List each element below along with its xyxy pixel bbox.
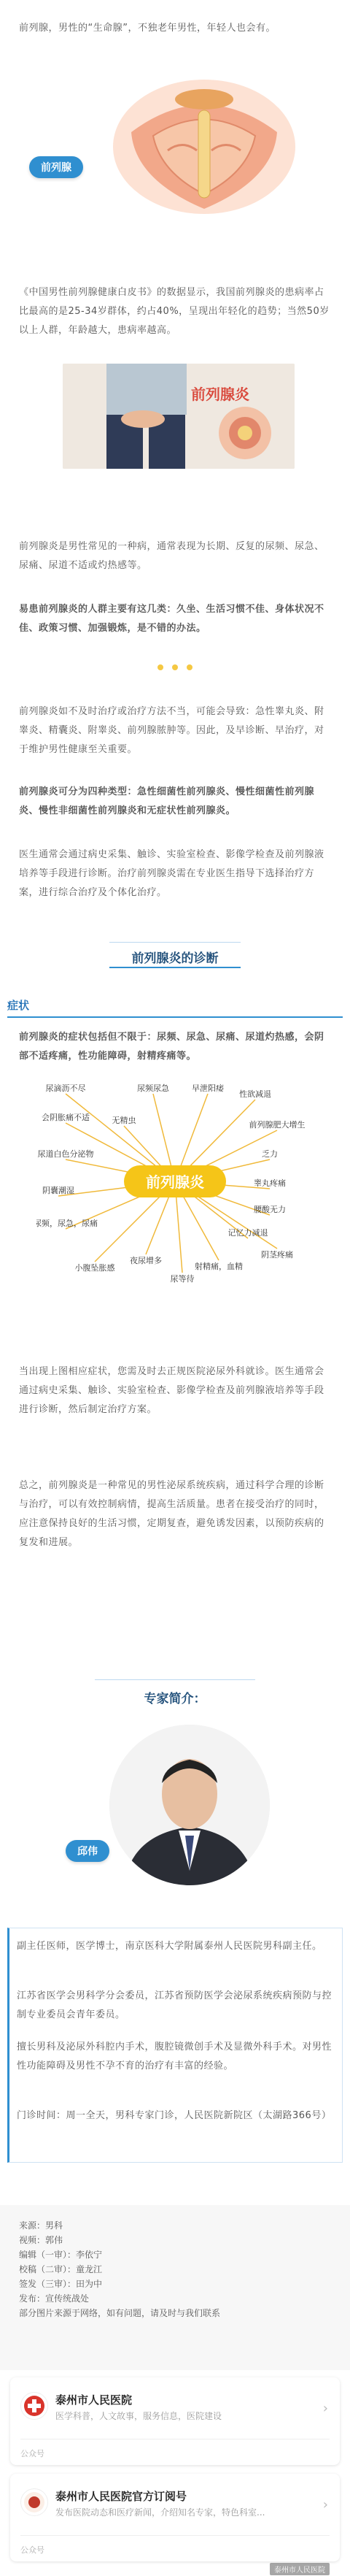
diagram-item: 小腹坠胀感	[74, 1263, 115, 1273]
section-title-top-line	[109, 942, 241, 943]
prostatitis-photo	[63, 364, 295, 469]
diagram-item: 乏力	[262, 1149, 278, 1159]
doctor-bio-title: 副主任医师，医学博士，南京医科大学附属泰州人民医院男科副主任。	[17, 1941, 322, 1952]
chevron-right-icon: ›	[322, 2497, 328, 2512]
risk-groups-text: 易患前列腺炎的人群主要有这几类：久坐、生活习惯不佳、身体状况不佳、政策习惯、加强锻炼，是不错的办法。	[19, 604, 324, 634]
man-holding-groin-image	[63, 364, 295, 469]
diagram-item: 尿频，尿急，尿痛	[36, 1219, 98, 1228]
diagram-item: 尿滴沥不尽	[45, 1084, 86, 1093]
diagram-item: 会阴胀痛不适	[42, 1113, 90, 1122]
subscription-logo-icon	[20, 2488, 48, 2516]
account-card-title: 泰州市人民医院	[55, 2393, 133, 2407]
diagram-item: 阴茎疼痛	[261, 1250, 293, 1260]
diagram-item: 睾丸疼痛	[254, 1178, 286, 1188]
diagram-item: 无精虫	[112, 1116, 136, 1125]
prostate-label: 前列腺	[29, 156, 83, 178]
account-type-label: 公众号	[20, 2449, 44, 2458]
credit-disclaimer: 部分图片来源于网络，如有问题，请及时与我们联系	[19, 2308, 221, 2318]
doctor-bio-committee: 江苏省医学会男科学分会委员，江苏省预防医学会泌尿系统疾病预防与控制专业委员会青年委员。	[17, 1990, 332, 2020]
diagnosis-text: 医生通常会通过病史采集、触诊、实验室检查、影像学检查及前列腺液培养等手段进行诊断。治疗前列腺炎需在专业医生指导下选择治疗方案，进行综合治疗及个体化治疗。	[19, 849, 324, 898]
diagram-item: 阴囊潮湿	[42, 1186, 74, 1195]
doctor-clinic-hours: 门诊时间：周一全天，男科专家门诊，人民医院新院区（太湖路366号）	[17, 2110, 332, 2121]
account-type-label: 公众号	[20, 2545, 44, 2555]
credit-publisher: 发布：宣传统战处	[19, 2293, 90, 2304]
credits-section	[0, 2205, 350, 2370]
diagram-item: 射精痛，血精	[195, 1262, 243, 1271]
account-card-subscription[interactable]	[10, 2474, 340, 2561]
credit-editor: 编辑（一审）：李依宁	[19, 2250, 103, 2260]
harm-text: 前列腺炎如不及时治疗或治疗方法不当，可能会导致：急性睾丸炎、附睾炎、精囊炎、附睾炎、前列腺脓肿等。因此，及早诊断、早治疗，对于维护男性健康至关重要。	[19, 706, 324, 755]
symptom-diagram	[36, 1079, 314, 1284]
account-card-description: 发布医院动态和医疗新闻，介绍知名专家，特色科室...	[55, 2507, 265, 2518]
doctor-bio-box	[7, 1928, 343, 2163]
prostate-anatomy-image	[102, 70, 306, 223]
chevron-right-icon: ›	[322, 2401, 328, 2416]
diagram-item: 尿等待	[170, 1274, 195, 1284]
diagnosis-paragraph-1: 当出现上图相应症状，您需及时去正规医院泌尿外科就诊。医生通常会通过病史采集、触诊、实验室检查、影像学检查及前列腺液培养等手段进行诊断，然后制定治疗方案。	[19, 1366, 324, 1415]
diagram-item: 性欲减退	[239, 1089, 271, 1099]
divider-dots	[156, 660, 194, 667]
expert-heading: 专家简介：	[144, 1692, 206, 1706]
section-title: 前列腺炎的诊断	[131, 951, 219, 966]
diagram-item: 夜尿增多	[130, 1256, 162, 1265]
hospital-logo-icon	[20, 2392, 48, 2420]
account-card-title: 泰州市人民医院官方订阅号	[55, 2490, 187, 2503]
diagram-item: 前列腺肥大增生	[249, 1120, 306, 1130]
watermark: 泰州市人民医院	[270, 2563, 330, 2575]
expert-heading-line	[95, 1679, 255, 1680]
account-card-hospital[interactable]	[10, 2377, 340, 2465]
diagram-item: 尿道白色分泌物	[37, 1149, 94, 1159]
diagnosis-paragraph-2: 总之，前列腺炎是一种常见的男性泌尿系统疾病，通过科学合理的诊断与治疗，可以有效控制病情，提高生活质量。患者在接受治疗的同时，应注意保持良好的生活习惯，定期复查，避免诱发因素，以预防疾病的复发和进展。	[19, 1480, 324, 1548]
doctor-bio-expertise: 擅长男科及泌尿外科腔内手术，腹腔镜微创手术及显微外科手术。对男性性功能障碍及男性不孕不育的治疗有丰富的经验。	[17, 2042, 332, 2071]
doctor-portrait	[109, 1725, 270, 1885]
dots-icon	[156, 664, 194, 671]
symptoms-heading-rule	[7, 1016, 343, 1018]
symptoms-heading: 症状	[7, 999, 30, 1012]
diagram-item: 腰酸无力	[254, 1205, 286, 1214]
credit-video: 视频：郭伟	[19, 2235, 63, 2245]
doctor-name-label: 邱伟	[66, 1840, 109, 1862]
intro-text: 前列腺，男性的“生命腺”，不独老年男性，年轻人也会有。	[19, 23, 276, 34]
description-text: 前列腺炎是男性常见的一种病，通常表现为长期、反复的尿频、尿急、尿痛、尿道不适或灼热感等。	[19, 541, 324, 571]
stats-text: 《中国男性前列腺健康白皮书》的数据显示，我国前列腺炎的患病率占比最高的是25-34岁群体，约占40%，呈现出年轻化的趋势；当然50岁以上人群，年龄越大，患病率越高。	[19, 287, 330, 336]
prostate-illustration	[102, 70, 306, 223]
symptom-radial-diagram	[36, 1079, 314, 1284]
symptoms-text: 前列腺炎的症状包括但不限于：尿频、尿急、尿痛、尿道灼热感，会阴部不适疼痛，性功能障碍，射精疼痛等。	[19, 1032, 324, 1062]
credit-signoff: 签发（三审）：田为中	[19, 2279, 103, 2289]
credit-proofreader: 校稿（二审）：童龙江	[19, 2264, 103, 2274]
types-text: 前列腺炎可分为四种类型：急性细菌性前列腺炎、慢性细菌性前列腺炎、慢性非细菌性前列腺炎和无症状性前列腺炎。	[19, 786, 315, 816]
photo-title: 前列腺炎	[191, 386, 249, 403]
diagram-item: 记忆力减退	[228, 1228, 268, 1238]
credit-source: 来源：男科	[19, 2220, 63, 2231]
diagram-center-label: 前列腺炎	[146, 1173, 204, 1191]
card-divider	[20, 2535, 330, 2536]
diagram-item: 早泄阳痿	[192, 1084, 224, 1093]
account-card-description: 医学科普，人文故事，服务信息，医院建设	[55, 2411, 222, 2421]
doctor-photo-image	[109, 1725, 270, 1885]
diagram-item: 尿频尿急	[137, 1084, 169, 1093]
section-title-underline	[109, 967, 241, 968]
